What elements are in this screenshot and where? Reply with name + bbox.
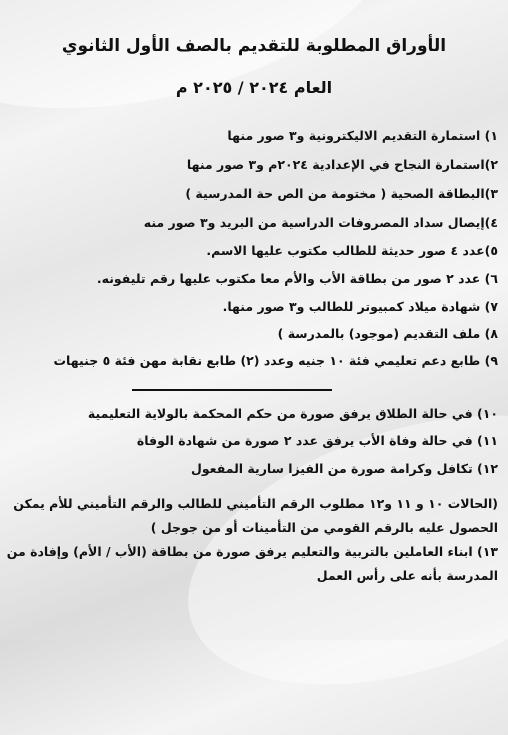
requirement-item: ٨) ملف التقديم (موجود) بالمدرسة ) — [277, 326, 498, 341]
requirement-item: ٣)البطاقة الصحية ( مختومة من الص حة المدرسية ) — [185, 186, 498, 201]
requirement-item: ٧) شهادة ميلاد كمبيوتر للطالب و٣ صور منها. — [222, 299, 498, 314]
special-case-item: ١١) في حالة وفاة الأب يرفق عدد ٢ صورة من شهادة الوفاة — [136, 433, 498, 448]
special-case-note: (الحالات ١٠ و ١١ و١٢ مطلوب الرقم التأميني للطالب والرقم التأميني للأم يمكن الحصول عليه بالرقم القومي من التأمينات أو من جوجل ) — [13, 496, 498, 535]
special-case-item: ١٢) تكافل وكرامة صورة من الفيزا سارية المفعول — [190, 461, 498, 476]
section-divider — [132, 389, 332, 391]
requirement-item: ٥)عدد ٤ صور حديثة للطالب مكتوب عليها الاسم. — [206, 243, 498, 258]
requirement-item: ٤)إيصال سداد المصروفات الدراسية من البريد و٣ صور منه — [143, 215, 498, 230]
requirement-item: ٢)استمارة النجاح في الإعدادية ٢٠٢٤م و٣ صور منها — [186, 157, 498, 172]
special-case-item: ١٣) ابناء العاملين بالتربية والتعليم يرفق صورة من بطاقة (الأب / الأم) وإفادة من المدرسة بأنه على رأس العمل — [6, 544, 498, 583]
page-title: الأوراق المطلوبة للتقديم بالصف الأول الثانوي — [61, 36, 447, 56]
requirement-item: ٦) عدد ٢ صور من بطاقة الأب والأم معا مكتوب عليها رقم تليفونه. — [96, 271, 498, 286]
page-subtitle: العام ٢٠٢٤ / ٢٠٢٥ م — [175, 78, 333, 97]
special-case-item: ١٠) في حالة الطلاق يرفق صورة من حكم المحكمة بالولاية التعليمية — [87, 406, 498, 421]
requirement-item: ٩) طابع دعم تعليمي فئة ١٠ جنيه وعدد (٢) طابع نقابة مهن فئة ٥ جنيهات — [53, 353, 498, 368]
requirement-item: ١) استمارة التقديم الاليكترونية و٣ صور منها — [227, 128, 498, 143]
